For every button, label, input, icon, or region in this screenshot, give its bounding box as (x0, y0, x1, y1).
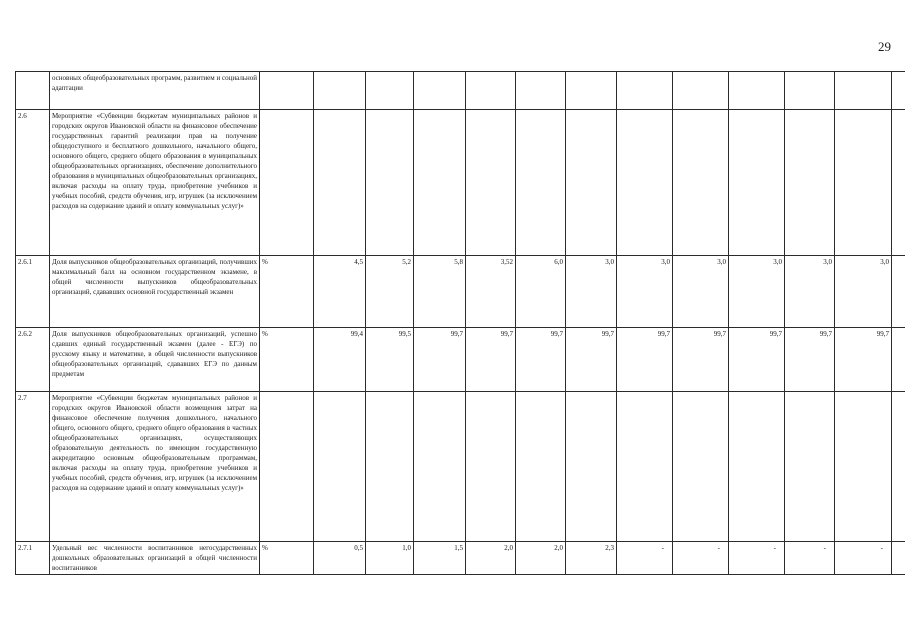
value-cell (617, 392, 673, 542)
value-cell: 99,7 (729, 328, 785, 392)
table-row (16, 256, 905, 328)
value-cell (414, 72, 466, 110)
row-name: Мероприятие «Субвенции бюджетам муниципальных районов и городских округов Ивановской области возмещения затрат на финансовое обеспечение получения дошкольного, начального общего, основного общего, среднего общего образования в частных общеобразовательных организациях, осуществляющих образовательную деятельность по имеющим государственную аккредитацию основным общеобразовательным программам, включая расходы на оплату труда, приобретение учебников и учебных пособий, средств обучения, игр, игрушек (за исключением расходов на содержание зданий и оплату коммунальных услуг)» (50, 392, 260, 542)
value-cell (366, 392, 414, 542)
value-cell (892, 72, 905, 110)
value-cell (617, 72, 673, 110)
value-cell: 3,0 (673, 256, 729, 328)
value-cell: - (835, 542, 892, 575)
value-cell: 2,0 (466, 542, 516, 575)
value-cell: 0,5 (314, 542, 366, 575)
row-name: Мероприятие «Субвенции бюджетам муниципальных районов и городских округов Ивановской области на финансовое обеспечение государственных гарантий реализации прав на получение общедоступного и бесплатного дошкольного, начального общего, основного общего, среднего общего образования в муниципальных общеобразовательных организациях, обеспечение дополнительного образования в муниципальных общеобразовательных организациях, включая расходы на оплату труда, приобретение учебников и учебных пособий, средств обучения, игр, игрушек (за исключением расходов на содержание зданий и оплату коммунальных услуг)» (50, 110, 260, 256)
value-cell: 2,0 (516, 542, 566, 575)
value-cell (673, 110, 729, 256)
value-cell (673, 72, 729, 110)
row-unit (260, 392, 314, 542)
value-cell (466, 392, 516, 542)
value-cell: 3,0 (617, 256, 673, 328)
value-cell (835, 72, 892, 110)
value-cell: 99,7 (617, 328, 673, 392)
value-cell (366, 110, 414, 256)
value-cell (366, 72, 414, 110)
value-cell: 5,8 (414, 256, 466, 328)
value-cell: - (785, 542, 835, 575)
value-cell: 99,7 (835, 328, 892, 392)
value-cell (414, 110, 466, 256)
row-unit: % (260, 542, 314, 575)
value-cell: 99,7 (566, 328, 617, 392)
row-name: Удельный вес численности воспитанников негосударственных дошкольных образовательных организаций в общей численности воспитанников (50, 542, 260, 575)
value-cell: 3,0 (785, 256, 835, 328)
value-cell (835, 110, 892, 256)
value-cell (785, 72, 835, 110)
value-cell (566, 72, 617, 110)
value-cell (892, 392, 905, 542)
value-cell: 99,7 (516, 328, 566, 392)
table-row (16, 110, 905, 256)
value-cell: - (729, 542, 785, 575)
value-cell (516, 110, 566, 256)
value-cell (785, 392, 835, 542)
value-cell (314, 110, 366, 256)
value-cell: 3,0 (835, 256, 892, 328)
value-cell (892, 256, 905, 328)
page-number: 29 (878, 39, 891, 54)
value-cell (892, 542, 905, 575)
row-number: 2.6.2 (16, 328, 50, 392)
value-cell (892, 328, 905, 392)
value-cell (617, 110, 673, 256)
value-cell (785, 110, 835, 256)
value-cell (835, 392, 892, 542)
row-number: 2.6.1 (16, 256, 50, 328)
value-cell: 99,7 (785, 328, 835, 392)
value-cell: 3,0 (566, 256, 617, 328)
value-cell: 3,0 (729, 256, 785, 328)
value-cell: 2,3 (566, 542, 617, 575)
indicator-table (15, 71, 905, 575)
row-number (16, 72, 50, 110)
value-cell (729, 392, 785, 542)
value-cell: 99,7 (466, 328, 516, 392)
row-name: основных общеобразовательных программ, развитием и социальной адаптации (50, 72, 260, 110)
value-cell (414, 392, 466, 542)
value-cell: 3,52 (466, 256, 516, 328)
row-unit (260, 72, 314, 110)
value-cell (314, 392, 366, 542)
table-row (16, 542, 905, 575)
row-number: 2.6 (16, 110, 50, 256)
value-cell (566, 110, 617, 256)
value-cell (729, 72, 785, 110)
row-unit: % (260, 256, 314, 328)
row-number: 2.7.1 (16, 542, 50, 575)
row-number: 2.7 (16, 392, 50, 542)
value-cell: 5,2 (366, 256, 414, 328)
value-cell (516, 72, 566, 110)
row-name: Доля выпускников общеобразовательных организаций, получивших максимальный балл на основном государственном экзамене, в общей численности выпускников общеобразовательных организаций, сдававших основной государственный экзамен (50, 256, 260, 328)
value-cell: 1,0 (366, 542, 414, 575)
value-cell: 99,7 (673, 328, 729, 392)
table-row (16, 328, 905, 392)
value-cell: 99,7 (414, 328, 466, 392)
table-row (16, 72, 905, 110)
value-cell (466, 110, 516, 256)
row-unit (260, 110, 314, 256)
row-name: Доля выпускников общеобразовательных организаций, успешно сдавших единый государственный экзамен (далее - ЕГЭ) по русскому языку и математике, в общей численности выпускников общеобразовательных организаций, сдававших ЕГЭ по данным предметам (50, 328, 260, 392)
value-cell (673, 392, 729, 542)
row-unit: % (260, 328, 314, 392)
value-cell: 99,4 (314, 328, 366, 392)
value-cell (892, 110, 905, 256)
value-cell (729, 110, 785, 256)
table-row (16, 392, 905, 542)
value-cell: - (617, 542, 673, 575)
value-cell (566, 392, 617, 542)
value-cell: - (673, 542, 729, 575)
value-cell: 99,5 (366, 328, 414, 392)
value-cell (516, 392, 566, 542)
value-cell (466, 72, 516, 110)
value-cell: 1,5 (414, 542, 466, 575)
value-cell: 6,0 (516, 256, 566, 328)
value-cell: 4,5 (314, 256, 366, 328)
value-cell (314, 72, 366, 110)
